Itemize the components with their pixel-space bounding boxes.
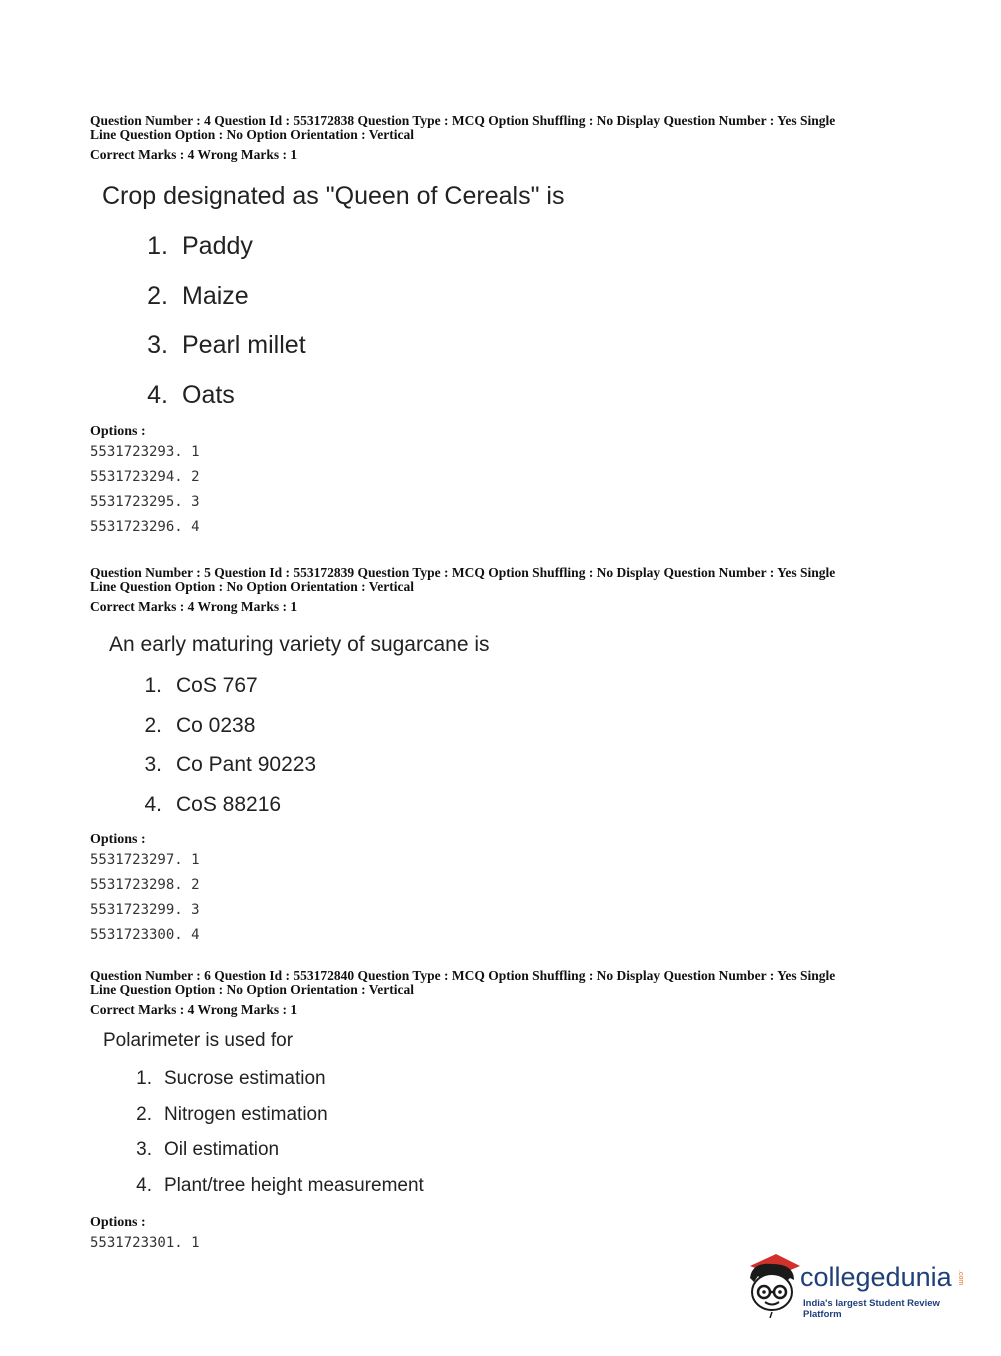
choice-item — [140, 666, 920, 706]
logo-brand-text: collegedunia — [800, 1262, 952, 1292]
question-stem: Polarimeter is used for — [103, 1030, 294, 1051]
choice-text: Paddy — [182, 232, 253, 260]
question-block-4 — [90, 114, 920, 540]
options-label: Options : — [90, 832, 146, 847]
choice-item — [140, 785, 920, 825]
choice-text: Oil estimation — [164, 1139, 280, 1160]
choice-text: Pearl millet — [182, 331, 306, 359]
option-id: 5531723294. 2 — [90, 469, 200, 485]
question-meta-line2: Line Question Option : No Option Orientation : Vertical — [90, 127, 415, 142]
options-label: Options : — [90, 424, 146, 439]
question-stem: An early maturing variety of sugarcane is — [109, 633, 490, 656]
choice-item — [140, 371, 920, 421]
choice-item — [132, 1097, 920, 1133]
question-block-6 — [90, 969, 920, 1256]
choice-list — [132, 1061, 920, 1203]
option-id: 5531723299. 3 — [90, 902, 200, 918]
choice-text: Co Pant 90223 — [176, 753, 317, 776]
choice-item — [140, 706, 920, 746]
choice-text: Sucrose estimation — [164, 1068, 326, 1089]
question-meta-line1: Question Number : 4 Question Id : 553172838 Question Type : MCQ Option Shuffling : No Display Question Number : Yes Single — [90, 113, 836, 128]
choice-item — [140, 321, 920, 371]
choice-number: 4. — [147, 380, 168, 409]
choice-number: 1. — [144, 674, 162, 697]
choice-number: 1. — [147, 232, 168, 260]
choice-item — [140, 272, 920, 322]
choice-number: 3. — [147, 331, 168, 359]
question-stem: Crop designated as "Queen of Cereals" is — [102, 182, 565, 210]
choice-text: Co 0238 — [176, 713, 256, 737]
option-id: 5531723297. 1 — [90, 852, 200, 868]
choice-item — [132, 1168, 920, 1204]
choice-number: 3. — [136, 1139, 152, 1160]
logo-com-suffix: .com — [957, 1270, 964, 1286]
choice-number: 1. — [136, 1068, 152, 1089]
choice-number: 2. — [144, 713, 162, 737]
question-meta-line2: Line Question Option : No Option Orientation : Vertical — [90, 982, 415, 997]
option-id: 5531723301. 1 — [90, 1235, 200, 1251]
choice-item — [140, 222, 920, 272]
choice-number: 2. — [147, 281, 168, 310]
choice-item — [140, 745, 920, 785]
options-label: Options : — [90, 1215, 146, 1230]
choice-text: Oats — [182, 380, 235, 409]
choice-list — [140, 666, 920, 824]
choice-item — [132, 1132, 920, 1168]
choice-list — [140, 222, 920, 420]
mascot-icon — [742, 1248, 802, 1318]
question-meta-line2: Line Question Option : No Option Orientation : Vertical — [90, 579, 415, 594]
option-id: 5531723293. 1 — [90, 444, 200, 460]
question-marks: Correct Marks : 4 Wrong Marks : 1 — [90, 147, 298, 162]
question-marks: Correct Marks : 4 Wrong Marks : 1 — [90, 599, 298, 614]
choice-text: CoS 88216 — [176, 792, 282, 816]
collegedunia-logo — [742, 1248, 970, 1318]
choice-text: Maize — [182, 281, 249, 310]
choice-number: 4. — [136, 1174, 152, 1196]
logo-tagline: India's largest Student Review Platform — [803, 1298, 940, 1320]
choice-text: CoS 767 — [176, 674, 258, 697]
option-id: 5531723296. 4 — [90, 519, 200, 535]
question-marks: Correct Marks : 4 Wrong Marks : 1 — [90, 1002, 298, 1017]
choice-text: Nitrogen estimation — [164, 1103, 328, 1125]
choice-text: Plant/tree height measurement — [164, 1174, 424, 1196]
question-meta-line1: Question Number : 5 Question Id : 553172839 Question Type : MCQ Option Shuffling : No Display Question Number : Yes Single — [90, 565, 836, 580]
choice-number: 3. — [144, 753, 162, 776]
choice-item — [132, 1061, 920, 1097]
choice-number: 4. — [144, 792, 162, 816]
choice-number: 2. — [136, 1103, 152, 1125]
option-id: 5531723300. 4 — [90, 927, 200, 943]
option-id: 5531723298. 2 — [90, 877, 200, 893]
question-block-5 — [90, 566, 920, 948]
option-id: 5531723295. 3 — [90, 494, 200, 510]
question-meta-line1: Question Number : 6 Question Id : 553172840 Question Type : MCQ Option Shuffling : No Display Question Number : Yes Single — [90, 968, 836, 983]
